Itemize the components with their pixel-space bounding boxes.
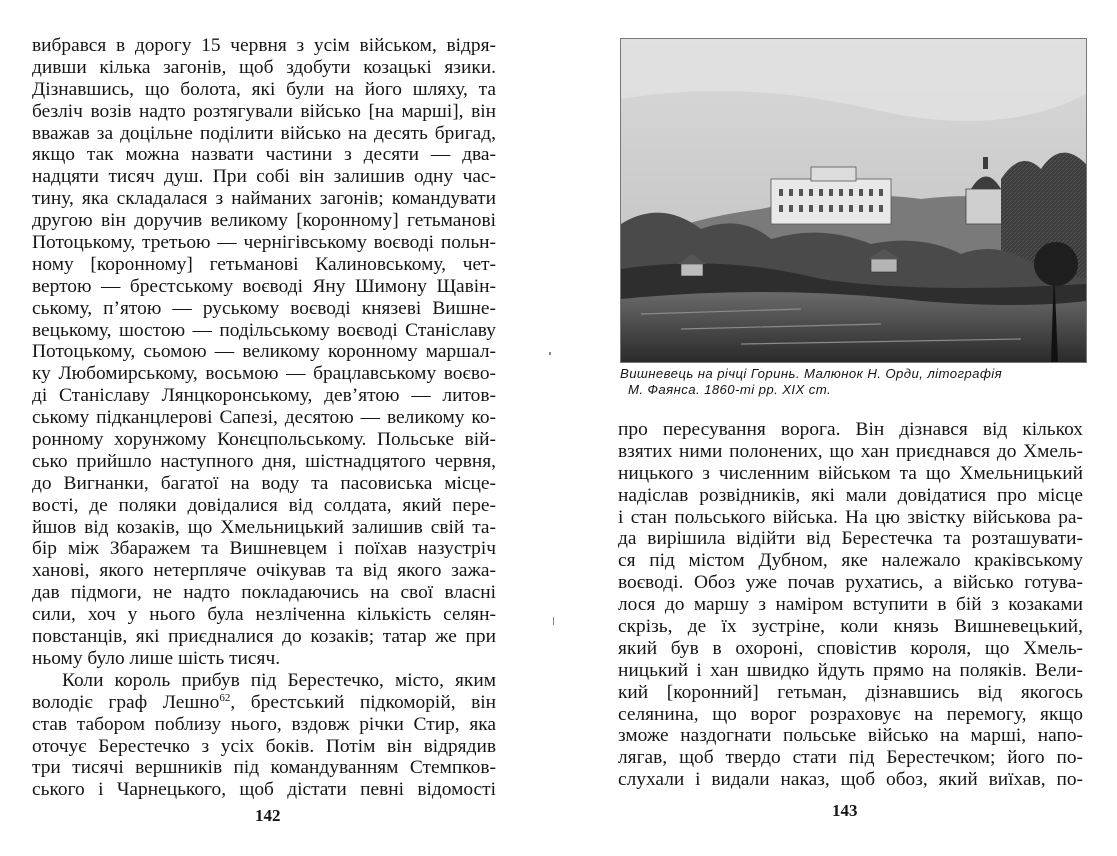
footnote-reference: 62 [219, 691, 231, 704]
text-line: ханові, якого нетерпляче очікував та від якого зажа- [32, 560, 496, 582]
text-line: да вирішила відійти від Берестечка та розташувати- [618, 528, 1083, 550]
text-line: Потоцькому, сьомою — великому коронному маршал- [32, 341, 496, 363]
text-line: і стан польського війська. На цю звістку військова ра- [618, 506, 1083, 528]
text-line: ронному хорунжому Конєцпольському. Польське вій- [32, 429, 496, 451]
text-line: ку Любомирському, восьмою — брацлавському воєво- [32, 363, 496, 385]
text-line: ницький і хан швидко йдуть прямо на поляків. Вели- [618, 659, 1083, 681]
page-number: 143 [832, 801, 858, 820]
text-line: оточує Берестечко з усіх боків. Потім він відрядив [32, 735, 496, 757]
text-line: ді Станіславу Лянцкоронському, дев’ятою — литов- [32, 385, 496, 407]
page-number: 142 [255, 806, 281, 825]
scan-speck [553, 617, 554, 625]
caption-line: Вишневець на річці Горинь. Малюнок Н. Орди, літографія [620, 366, 1003, 381]
text-fragment: володіє граф Лешно [32, 691, 220, 713]
text-line: взятих ними полонених, що хан приєднався до Хмель- [618, 440, 1083, 462]
text-line: вецькому, шостою — подільському воєводі Станіславу [32, 319, 496, 341]
text-line: ницького з численним військом та що Хмельницький [618, 462, 1083, 484]
text-line: якщо так можна назвати частини з десяти — два- [32, 144, 496, 166]
lithograph-illustration [620, 38, 1087, 363]
text-line: вважав за доцільне поділити військо на десять бригад, [32, 122, 496, 144]
text-line: вибрався в дорогу 15 червня з усім військом, відря- [32, 35, 496, 56]
text-line: про пересування ворога. Він дізнався від кількох [618, 419, 1083, 440]
text-line: скрізь, де їх зустріне, коли князь Вишневецький, [618, 616, 1083, 638]
text-line: лося до маршу з наміром вступити в бій з козаками [618, 594, 1083, 616]
illustration-caption [620, 366, 1085, 398]
left-page [0, 0, 558, 856]
text-line: ському, п’ятою — руському воєводі князеві Вишне- [32, 297, 496, 319]
text-line: селянина, що ворог розраховує на перемогу, якщо [618, 703, 1083, 725]
text-line: дивши кілька загонів, щоб здобути козацькі язики. [32, 56, 496, 78]
text-line: ського і Чарнецького, щоб дістати певні відомості [32, 779, 496, 801]
text-line: сили, хоч у нього була незліченна кількість селян- [32, 604, 496, 626]
text-line: бір між Збаражем та Вишневцем і поїхав назустріч [32, 538, 496, 560]
text-line: ся під містом Дубном, яке належало краківському [618, 550, 1083, 572]
text-fragment: , брестський підкоморій, він [230, 691, 496, 713]
text-line: повстанців, які приєдналися до козаків; татар же при [32, 626, 496, 648]
text-line: вості, де поляки довідалися від солдата, який пере- [32, 494, 496, 516]
text-line: надцяти тисяч душ. При собі він залишив одну час- [32, 166, 496, 188]
scan-speck [549, 352, 551, 355]
text-line: тину, яка складалася з найманих загонів; командувати [32, 188, 496, 210]
text-line: три тисячі вершників під командуванням Стемпков- [32, 757, 496, 779]
text-line: слухали і видали наказ, щоб обоз, який виїхав, по- [618, 769, 1083, 791]
right-page-text [618, 419, 1083, 791]
text-line-with-footnote [32, 692, 496, 714]
text-line: надіслав розвідників, які мали довідатися про місце [618, 484, 1083, 506]
text-line: який був в охороні, сповістив короля, що Хмель- [618, 637, 1083, 659]
text-line: ньому було лише шість тисяч. [32, 647, 281, 669]
text-line: дав підмоги, не надто покладаючись на свої власні [32, 582, 496, 604]
text-line: сько прийшло наступного дня, шістнадцятого червня, [32, 450, 496, 472]
text-line: безліч возів надто розтягували військо [на марші], він [32, 100, 496, 122]
text-line: до Вигнанки, багатої на воду та пасовиська місце- [32, 472, 496, 494]
text-line: Потоцькому, третьою — чернігівському воєводі польн- [32, 232, 496, 254]
right-page [558, 0, 1117, 856]
text-line: ському підканцлерові Сапезі, десятою — великому ко- [32, 407, 496, 429]
left-page-text [32, 35, 496, 801]
caption-line: М. Фаянса. 1860-ті рр. XIX ст. [628, 382, 832, 397]
text-line: лягав, щоб твердо стати під Берестечком; його по- [618, 747, 1083, 769]
text-line: йшов від козаків, що Хмельницький залишив свій та- [32, 516, 496, 538]
text-line: Коли король прибув під Берестечко, місто, яким [62, 669, 496, 691]
text-line: зможе наздогнати польське військо на марші, напо- [618, 725, 1083, 747]
text-line: Дізнавшись, що болота, які були на його шляху, та [32, 78, 496, 100]
text-line: кий [коронний] гетьман, дізнавшись від якогось [618, 681, 1083, 703]
text-line: ному [коронному] гетьманові Калиновському, чет- [32, 253, 496, 275]
text-line: воєводі. Обоз уже почав рухатись, а військо готува- [618, 572, 1083, 594]
text-line: другою він доручив великому [коронному] гетьманові [32, 210, 496, 232]
text-line: вертою — брестському воєводі Яну Шимону Щавін- [32, 275, 496, 297]
text-line: став табором поблизу нього, вздовж річки Стир, яка [32, 713, 496, 735]
